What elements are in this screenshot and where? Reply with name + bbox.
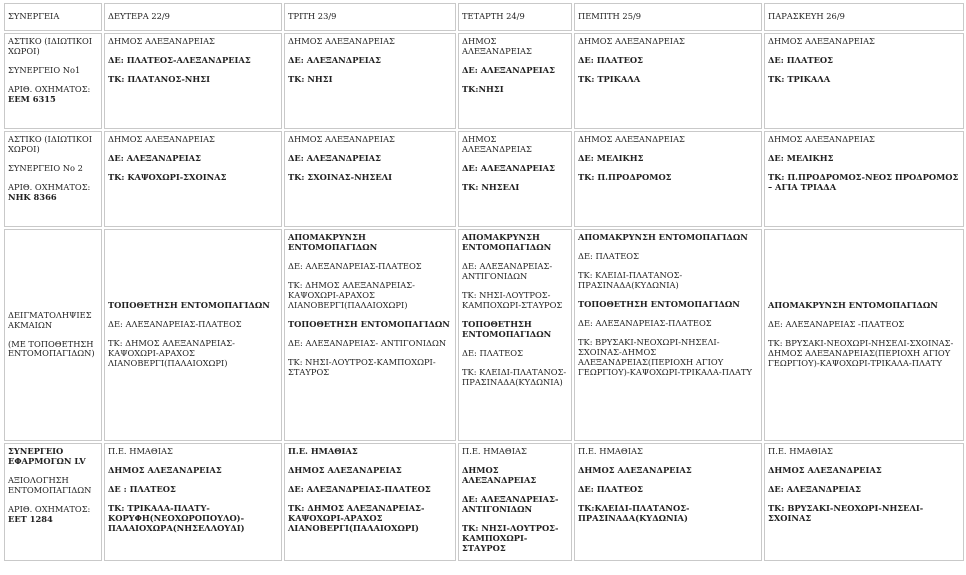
cell-text: Π.Ε. ΗΜΑΘΙΑΣ — [462, 446, 527, 456]
cell-text: ΔΗΜΟΣ ΑΛΕΞΑΝΔΡΕΙΑΣ — [108, 464, 222, 475]
cell-line — [768, 339, 960, 369]
cell-text: Π.Ε. ΗΜΑΘΙΑΣ — [768, 446, 833, 456]
cell-text: ΤΚ: ΝΗΣΙ-ΛΟΥΤΡΟΣ-ΚΑΜΠΟΧΩΡΙ-ΣΤΑΥΡΟΣ — [288, 356, 436, 377]
cell-line — [288, 466, 452, 476]
cell-text: ΤΚ: ΠΛΑΤΑΝΟΣ-ΝΗΣΙ — [108, 73, 210, 84]
cell-text: ΔΕ: ΑΛΕΞΑΝΔΡΕΙΑΣ — [462, 64, 555, 75]
cell-text: ΔΕ: ΠΛΑΤΕΟΣ — [578, 54, 644, 65]
schedule-cell — [104, 229, 282, 441]
cell-line — [768, 301, 960, 311]
cell-line — [288, 339, 452, 349]
cell-text: (ΜΕ ΤΟΠΟΘΕΤΗΣΗ ΕΝΤΟΜΟΠΑΓΙΔΩΝ) — [8, 338, 95, 359]
cell-line — [578, 233, 758, 243]
cell-line — [462, 320, 568, 340]
cell-text: ΑΠΟΜΑΚΡΥΝΣΗ ΕΝΤΟΜΟΠΑΓΙΔΩΝ — [462, 232, 552, 252]
cell-text: ΑΠΟΜΑΚΡΥΝΣΗ ΕΝΤΟΜΟΠΑΓΙΔΩΝ — [288, 232, 378, 252]
cell-text: ΤΚ: ΔΗΜΟΣ ΑΛΕΞΑΝΔΡΕΙΑΣ-ΚΑΨΟΧΩΡΙ-ΑΡΑΧΟΣ ΛΙΑΝΟΒΕΡΓΙ(ΠΑΛΑΙΟΧΩΡΙ) — [288, 279, 415, 310]
table-row — [4, 131, 964, 227]
cell-text: ΔΗΜΟΣ ΑΛΕΞΑΝΔΡΕΙΑΣ — [768, 36, 875, 46]
cell-line — [8, 37, 98, 57]
cell-line — [578, 56, 758, 66]
cell-text: ΔΕ: ΠΛΑΤΕΟΣ — [578, 250, 639, 261]
cell-text: ΑΡΙΘ. ΟΧΗΜΑΤΟΣ: — [8, 83, 91, 94]
cell-line — [768, 75, 960, 85]
cell-text: ΤΚ: ΚΑΨΟΧΩΡΙ-ΣΧΟΙΝΑΣ — [108, 171, 227, 182]
cell-line — [578, 319, 758, 329]
cell-text: ΤΚ: ΔΗΜΟΣ ΑΛΕΞΑΝΔΡΕΙΑΣ-ΚΑΨΟΧΩΡΙ-ΑΡΑΧΟΣ ΛΙΑΝΟΒΕΡΓΙ(ΠΑΛΑΙΟΧΩΡΙ) — [108, 338, 235, 368]
header-cell-teams: ΣΥΝΕΡΓΕΙΑ — [4, 3, 102, 31]
cell-line — [462, 262, 568, 282]
cell-line — [462, 524, 568, 554]
cell-text: ΤΚ: ΒΡΥΣΑΚΙ-ΝΕΟΧΩΡΙ-ΝΗΣΕΛΙ-ΣΧΟΙΝΑΣ-ΔΗΜΟΣ ΑΛΕΞΑΝΔΡΕΙΑΣ(ΠΕΡΙΟΧΗ ΑΓΙΟΥ ΓΕΩΡΓΙΟΥ)-ΚΑΨΟΧΩΡΙ-ΤΡΙΚΑΛΑ-ΠΛΑΤΥ — [578, 336, 752, 377]
cell-text: ΤΚ: ΝΗΣΙ — [288, 73, 333, 84]
schedule-cell — [764, 33, 964, 129]
vehicle-number: ΕΕΜ 6315 — [8, 93, 56, 104]
schedule-cell — [764, 443, 964, 561]
schedule-cell — [458, 229, 572, 441]
cell-text: ΔΕ: ΜΕΛΙΚΗΣ — [768, 152, 834, 163]
cell-text: ΑΠΟΜΑΚΡΥΝΣΗ ΕΝΤΟΜΟΠΑΓΙΔΩΝ — [578, 232, 748, 242]
cell-line — [578, 504, 758, 524]
cell-text: ΤΚ: ΒΡΥΣΑΚΙ-ΝΕΟΧΩΡΙ-ΝΗΣΕΛΙ-ΣΧΟΙΝΑΣ — [768, 502, 924, 523]
cell-line — [108, 135, 278, 145]
cell-text: ΤΚ: ΝΗΣΙ-ΛΟΥΤΡΟΣ-ΚΑΜΠΟΧΩΡΙ-ΣΤΑΥΡΟΣ — [462, 289, 563, 310]
cell-line — [578, 75, 758, 85]
cell-line — [578, 173, 758, 183]
cell-line — [8, 505, 98, 525]
vehicle-number: ΕΕΤ 1284 — [8, 513, 53, 524]
cell-text: ΑΡΙΘ. ΟΧΗΜΑΤΟΣ: — [8, 503, 91, 514]
cell-text: ΔΕ: ΠΛΑΤΕΟΣ — [768, 54, 834, 65]
cell-line — [768, 504, 960, 524]
cell-text: ΤΚ: ΚΛΕΙΔΙ-ΠΛΑΤΑΝΟΣ-ΠΡΑΣΙΝΑΔΑ(ΚΥΔΩΝΙΑ) — [578, 269, 683, 290]
cell-text: ΤΚ: Π.ΠΡΟΔΡΟΜΟΣ-ΝΕΟΣ ΠΡΟΔΡΟΜΟΣ – ΑΓΙΑ ΤΡΙΑΔΑ — [768, 171, 959, 192]
header-cell-thursday: ΠΕΜΠΤΗ 25/9 — [574, 3, 762, 31]
cell-line — [462, 447, 568, 457]
cell-line — [768, 173, 960, 193]
schedule-cell — [284, 33, 456, 129]
cell-line — [8, 135, 98, 155]
cell-line — [462, 164, 568, 174]
cell-line — [8, 476, 98, 496]
cell-line — [288, 504, 452, 534]
cell-text: ΑΡΙΘ. ΟΧΗΜΑΤΟΣ: — [8, 181, 91, 192]
cell-line — [288, 320, 452, 330]
cell-text: ΤΟΠΟΘΕΤΗΣΗ ΕΝΤΟΜΟΠΑΓΙΔΩΝ — [462, 318, 552, 339]
cell-line — [108, 37, 278, 47]
vehicle-number: ΝΗΚ 8366 — [8, 191, 57, 202]
schedule-cell — [284, 131, 456, 227]
cell-text: ΔΗΜΟΣ ΑΛΕΞΑΝΔΡΕΙΑΣ — [288, 36, 395, 46]
cell-text: ΔΗΜΟΣ ΑΛΕΞΑΝΔΡΕΙΑΣ — [578, 36, 685, 46]
cell-text: ΔΗΜΟΣ ΑΛΕΞΑΝΔΡΕΙΑΣ — [288, 134, 395, 144]
cell-line — [578, 485, 758, 495]
cell-text: Π.Ε. ΗΜΑΘΙΑΣ — [578, 446, 643, 456]
cell-text: ΔΗΜΟΣ ΑΛΕΞΑΝΔΡΕΙΑΣ — [578, 464, 692, 475]
row-label-cell — [4, 131, 102, 227]
cell-line — [462, 291, 568, 311]
cell-line — [288, 37, 452, 47]
cell-text: ΣΥΝΕΡΓΕΙΟ ΕΦΑΡΜΟΓΩΝ LV — [8, 446, 86, 466]
cell-text: ΔΕ: ΑΛΕΞΑΝΔΡΕΙΑΣ-ΠΛΑΤΕΟΣ — [578, 317, 712, 328]
cell-text: ΔΕ: ΠΛΑΤΕΟΣ-ΑΛΕΞΑΝΔΡΕΙΑΣ — [108, 54, 251, 65]
cell-line — [768, 154, 960, 164]
cell-line — [108, 504, 278, 534]
header-cell-wednesday: ΤΕΤΑΡΤΗ 24/9 — [458, 3, 572, 31]
cell-line — [8, 183, 98, 203]
schedule-cell — [764, 131, 964, 227]
cell-text: ΤΚ: ΚΛΕΙΔΙ-ΠΛΑΤΑΝΟΣ-ΠΡΑΣΙΝΑΔΑ(ΚΥΔΩΝΙΑ) — [462, 366, 567, 387]
cell-text: ΔΕ: ΑΛΕΞΑΝΔΡΕΙΑΣ-ΑΝΤΙΓΟΝΙΔΩΝ — [462, 260, 553, 281]
cell-line — [8, 340, 98, 360]
cell-line — [108, 173, 278, 183]
cell-text: ΔΗΜΟΣ ΑΛΕΞΑΝΔΡΕΙΑΣ — [108, 134, 215, 144]
cell-line — [8, 164, 98, 174]
schedule-cell — [574, 229, 762, 441]
cell-line — [288, 233, 452, 253]
cell-text: ΔΗΜΟΣ ΑΛΕΞΑΝΔΡΕΙΑΣ — [462, 36, 532, 56]
cell-line — [288, 135, 452, 145]
cell-text: ΤΚ: ΝΗΣΙ-ΛΟΥΤΡΟΣ-ΚΑΜΠΟΧΩΡΙ-ΣΤΑΥΡΟΣ — [462, 522, 559, 553]
cell-text: ΔΕ: ΠΛΑΤΕΟΣ — [578, 483, 644, 494]
cell-line — [462, 368, 568, 388]
cell-line — [768, 37, 960, 47]
cell-text: ΤΚ: Π.ΠΡΟΔΡΟΜΟΣ — [578, 171, 672, 182]
cell-line — [578, 447, 758, 457]
cell-text: ΣΥΝΕΡΓΕΙΟ Νο1 — [8, 64, 81, 75]
schedule-cell — [284, 229, 456, 441]
schedule-cell — [104, 131, 282, 227]
schedule-cell — [104, 443, 282, 561]
cell-text: ΔΗΜΟΣ ΑΛΕΞΑΝΔΡΕΙΑΣ — [578, 134, 685, 144]
schedule-cell — [458, 33, 572, 129]
row-label-cell — [4, 33, 102, 129]
cell-text: ΔΕ: ΑΛΕΞΑΝΔΡΕΙΑΣ- ΑΝΤΙΓΟΝΙΔΩΝ — [288, 337, 447, 348]
cell-line — [462, 233, 568, 253]
cell-line — [8, 311, 98, 331]
cell-line — [578, 154, 758, 164]
cell-text: ΤΚ: ΒΡΥΣΑΚΙ-ΝΕΟΧΩΡΙ-ΝΗΣΕΛΙ-ΣΧΟΙΝΑΣ-ΔΗΜΟΣ ΑΛΕΞΑΝΔΡΕΙΑΣ(ΠΕΡΙΟΧΗ ΑΓΙΟΥ ΓΕΩΡΓΙΟΥ)-ΚΑΨΟΧΩΡΙ-ΤΡΙΚΑΛΑ-ΠΛΑΤΥ — [768, 338, 954, 368]
cell-line — [108, 339, 278, 369]
cell-text: Π.Ε. ΗΜΑΘΙΑΣ — [288, 446, 358, 456]
cell-text: ΑΣΤΙΚΟ (ΙΔΙΩΤΙΚΟΙ ΧΩΡΟΙ) — [8, 36, 93, 56]
header-cell-tuesday: ΤΡΙΤΗ 23/9 — [284, 3, 456, 31]
cell-text: ΤΚ: ΤΡΙΚΑΛΑ — [768, 73, 831, 84]
cell-text: ΤΚ:ΚΛΕΙΔΙ-ΠΛΑΤΑΝΟΣ-ΠΡΑΣΙΝΑΔΑ(ΚΥΔΩΝΙΑ) — [578, 502, 690, 523]
cell-line — [8, 66, 98, 76]
cell-text: ΔΕ: ΑΛΕΞΑΝΔΡΕΙΑΣ-ΠΛΑΤΕΟΣ — [288, 483, 431, 494]
cell-line — [108, 485, 278, 495]
cell-line — [108, 447, 278, 457]
cell-line — [288, 56, 452, 66]
cell-line — [462, 66, 568, 76]
cell-text: ΑΠΟΜΑΚΡΥΝΣΗ ΕΝΤΟΜΟΠΑΓΙΔΩΝ — [768, 300, 938, 311]
cell-line — [768, 485, 960, 495]
cell-text: ΔΗΜΟΣ ΑΛΕΞΑΝΔΡΕΙΑΣ — [462, 134, 532, 154]
cell-text: ΔΕ: ΑΛΕΞΑΝΔΡΕΙΑΣ — [288, 54, 381, 65]
cell-line — [578, 252, 758, 262]
cell-text: ΤΟΠΟΘΕΤΗΣΗ ΕΝΤΟΜΟΠΑΓΙΔΩΝ — [578, 298, 740, 309]
table-row — [4, 229, 964, 441]
cell-line — [288, 485, 452, 495]
cell-text: ΔΕ: ΑΛΕΞΑΝΔΡΕΙΑΣ-ΑΝΤΙΓΟΝΙΔΩΝ — [462, 493, 559, 514]
cell-text: ΣΥΝΕΡΓΕΙΟ Νο 2 — [8, 162, 83, 173]
schedule-cell — [574, 443, 762, 561]
cell-text: ΔΗΜΟΣ ΑΛΕΞΑΝΔΡΕΙΑΣ — [108, 36, 215, 46]
cell-text: ΤΟΠΟΘΕΤΗΣΗ ΕΝΤΟΜΟΠΑΓΙΔΩΝ — [108, 300, 270, 311]
cell-line — [288, 154, 452, 164]
cell-line — [462, 183, 568, 193]
cell-line — [8, 85, 98, 105]
cell-text: ΤΚ: ΣΧΟΙΝΑΣ-ΝΗΣΕΛΙ — [288, 171, 393, 182]
row-label-cell — [4, 229, 102, 441]
header-cell-friday: ΠΑΡΑΣΚΕΥΗ 26/9 — [764, 3, 964, 31]
cell-text: ΑΣΤΙΚΟ (ΙΔΙΩΤΙΚΟΙ ΧΩΡΟΙ) — [8, 134, 93, 154]
cell-text: ΤΚ:ΝΗΣΙ — [462, 83, 504, 94]
cell-line — [108, 466, 278, 476]
cell-text: ΔΕ: ΑΛΕΞΑΝΔΡΕΙΑΣ-ΠΛΑΤΕΟΣ — [288, 260, 422, 271]
cell-text: ΔΕ: ΠΛΑΤΕΟΣ — [462, 347, 523, 358]
cell-line — [578, 338, 758, 378]
cell-text: ΔΕ : ΠΛΑΤΕΟΣ — [108, 483, 176, 494]
cell-line — [462, 495, 568, 515]
cell-line — [462, 37, 568, 57]
cell-line — [578, 135, 758, 145]
schedule-cell — [574, 131, 762, 227]
cell-line — [108, 56, 278, 66]
cell-text: ΤΚ: ΤΡΙΚΑΛΑ — [578, 73, 641, 84]
cell-line — [578, 300, 758, 310]
cell-text: ΔΕ: ΑΛΕΞΑΝΔΡΕΙΑΣ — [108, 152, 201, 163]
cell-line — [768, 466, 960, 476]
table-row — [4, 33, 964, 129]
header-cell-monday: ΔΕΥΤΕΡΑ 22/9 — [104, 3, 282, 31]
cell-line — [578, 271, 758, 291]
schedule-cell — [104, 33, 282, 129]
cell-text: ΑΞΙΟΛΟΓΗΣΗ ΕΝΤΟΜΟΠΑΓΙΔΩΝ — [8, 474, 92, 495]
cell-line — [768, 135, 960, 145]
cell-line — [288, 75, 452, 85]
cell-text: ΔΕ: ΑΛΕΞΑΝΔΡΕΙΑΣ — [462, 162, 555, 173]
cell-line — [462, 135, 568, 155]
cell-line — [288, 358, 452, 378]
cell-text: ΔΗΜΟΣ ΑΛΕΞΑΝΔΡΕΙΑΣ — [768, 464, 882, 475]
cell-text: ΤΚ: ΔΗΜΟΣ ΑΛΕΞΑΝΔΡΕΙΑΣ-ΚΑΨΟΧΩΡΙ-ΑΡΑΧΟΣ ΛΙΑΝΟΒΕΡΓΙ(ΠΑΛΑΙΟΧΩΡΙ) — [288, 502, 425, 533]
cell-line — [288, 173, 452, 183]
cell-text: ΔΗΜΟΣ ΑΛΕΞΑΝΔΡΕΙΑΣ — [462, 464, 537, 485]
schedule-cell — [574, 33, 762, 129]
cell-line — [108, 154, 278, 164]
cell-text: ΔΕ: ΑΛΕΞΑΝΔΡΕΙΑΣ — [288, 152, 381, 163]
table-row — [4, 443, 964, 561]
cell-line — [578, 37, 758, 47]
schedule-cell — [284, 443, 456, 561]
cell-text: ΤΚ: ΝΗΣΕΛΙ — [462, 181, 520, 192]
header-row — [4, 3, 964, 31]
cell-text: ΤΟΠΟΘΕΤΗΣΗ ΕΝΤΟΜΟΠΑΓΙΔΩΝ — [288, 318, 450, 329]
cell-text: Π.Ε. ΗΜΑΘΙΑΣ — [108, 446, 173, 456]
cell-line — [8, 447, 98, 467]
cell-line — [288, 262, 452, 272]
cell-line — [288, 447, 452, 457]
cell-text: ΔΕ: ΑΛΕΞΑΝΔΡΕΙΑΣ-ΠΛΑΤΕΟΣ — [108, 319, 242, 330]
cell-line — [288, 281, 452, 311]
cell-text: ΔΗΜΟΣ ΑΛΕΞΑΝΔΡΕΙΑΣ — [768, 134, 875, 144]
schedule-cell — [764, 229, 964, 441]
cell-line — [462, 466, 568, 486]
cell-line — [768, 320, 960, 330]
cell-line — [108, 320, 278, 330]
cell-text: ΔΕΙΓΜΑΤΟΛΗΨΙΕΣ ΑΚΜΑΙΩΝ — [8, 309, 92, 330]
row-label-cell — [4, 443, 102, 561]
schedule-cell — [458, 443, 572, 561]
cell-text: ΤΚ: ΤΡΙΚΑΛΑ-ΠΛΑΤΥ-ΚΟΡΥΦΗ(ΝΕΟΧΩΡΟΠΟΥΛΟ)-ΠΑΛΑΙΟΧΩΡΑ(ΝΗΣΕΛΛΟΥΔΙ) — [108, 502, 245, 533]
cell-line — [768, 447, 960, 457]
cell-text: ΔΗΜΟΣ ΑΛΕΞΑΝΔΡΕΙΑΣ — [288, 464, 402, 475]
cell-line — [768, 56, 960, 66]
cell-line — [578, 466, 758, 476]
schedule-cell — [458, 131, 572, 227]
cell-text: ΔΕ: ΑΛΕΞΑΝΔΡΕΙΑΣ — [768, 483, 861, 494]
cell-line — [462, 85, 568, 95]
cell-line — [462, 349, 568, 359]
cell-line — [108, 75, 278, 85]
schedule-table — [2, 1, 966, 563]
cell-text: ΔΕ: ΑΛΕΞΑΝΔΡΕΙΑΣ -ΠΛΑΤΕΟΣ — [768, 319, 905, 330]
cell-line — [108, 301, 278, 311]
cell-text: ΔΕ: ΜΕΛΙΚΗΣ — [578, 152, 644, 163]
